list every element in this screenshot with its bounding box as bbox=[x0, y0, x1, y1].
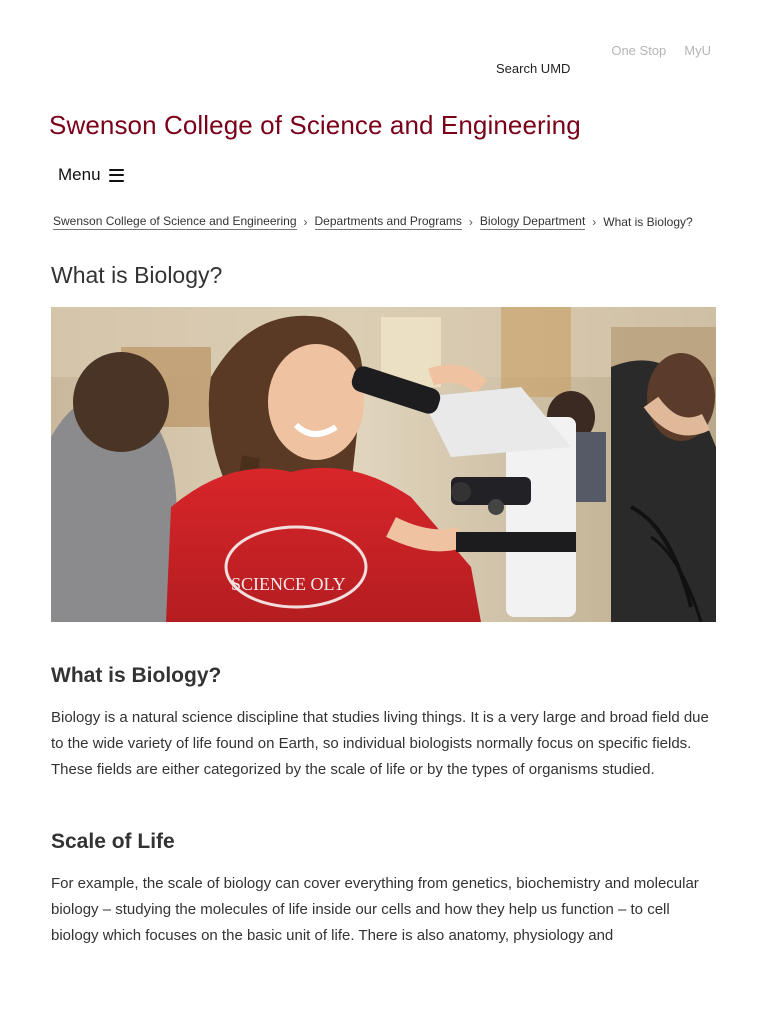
breadcrumb-separator: › bbox=[468, 215, 473, 229]
breadcrumb-separator: › bbox=[303, 215, 308, 229]
utility-links bbox=[611, 43, 711, 58]
site-title[interactable]: Swenson College of Science and Engineering bbox=[49, 110, 581, 140]
breadcrumb-link-college[interactable]: Swenson College of Science and Engineering bbox=[53, 214, 297, 228]
breadcrumb bbox=[53, 214, 693, 230]
section-heading: What is Biology? bbox=[51, 664, 222, 687]
breadcrumb-separator: › bbox=[592, 215, 597, 229]
menu-button[interactable] bbox=[58, 165, 124, 185]
breadcrumb-current: What is Biology? bbox=[603, 215, 693, 229]
section-paragraph: For example, the scale of biology can cover everything from genetics, biochemistry and molecular biology – studying the molecules of life inside our cells and how they help us function – to cell biology which focuses on the basic unit of life. There is also anatomy, physiology and bbox=[51, 875, 699, 944]
one-stop-link[interactable]: One Stop bbox=[611, 43, 667, 58]
hero-image bbox=[51, 307, 716, 622]
shirt-text: SCIENCE OLY bbox=[231, 574, 346, 594]
menu-label: Menu bbox=[58, 165, 101, 184]
section-what-is-biology bbox=[51, 664, 721, 783]
page-title: What is Biology? bbox=[51, 262, 223, 288]
myu-link[interactable]: MyU bbox=[684, 43, 711, 58]
breadcrumb-link-departments[interactable]: Departments and Programs bbox=[314, 214, 462, 228]
hamburger-icon bbox=[109, 169, 124, 182]
section-paragraph: Biology is a natural science discipline that studies living things. It is a very large and broad field due to the wide variety of life found on Earth, so individual biologists normally focus on specific fields. These fields are either categorized by the scale of life or by the types of organisms studied. bbox=[51, 709, 709, 778]
section-scale-of-life bbox=[51, 830, 721, 949]
section-heading: Scale of Life bbox=[51, 830, 175, 853]
search-umd-link[interactable]: Search UMD bbox=[496, 61, 571, 76]
main-content bbox=[51, 664, 721, 949]
breadcrumb-link-biology[interactable]: Biology Department bbox=[479, 214, 586, 228]
